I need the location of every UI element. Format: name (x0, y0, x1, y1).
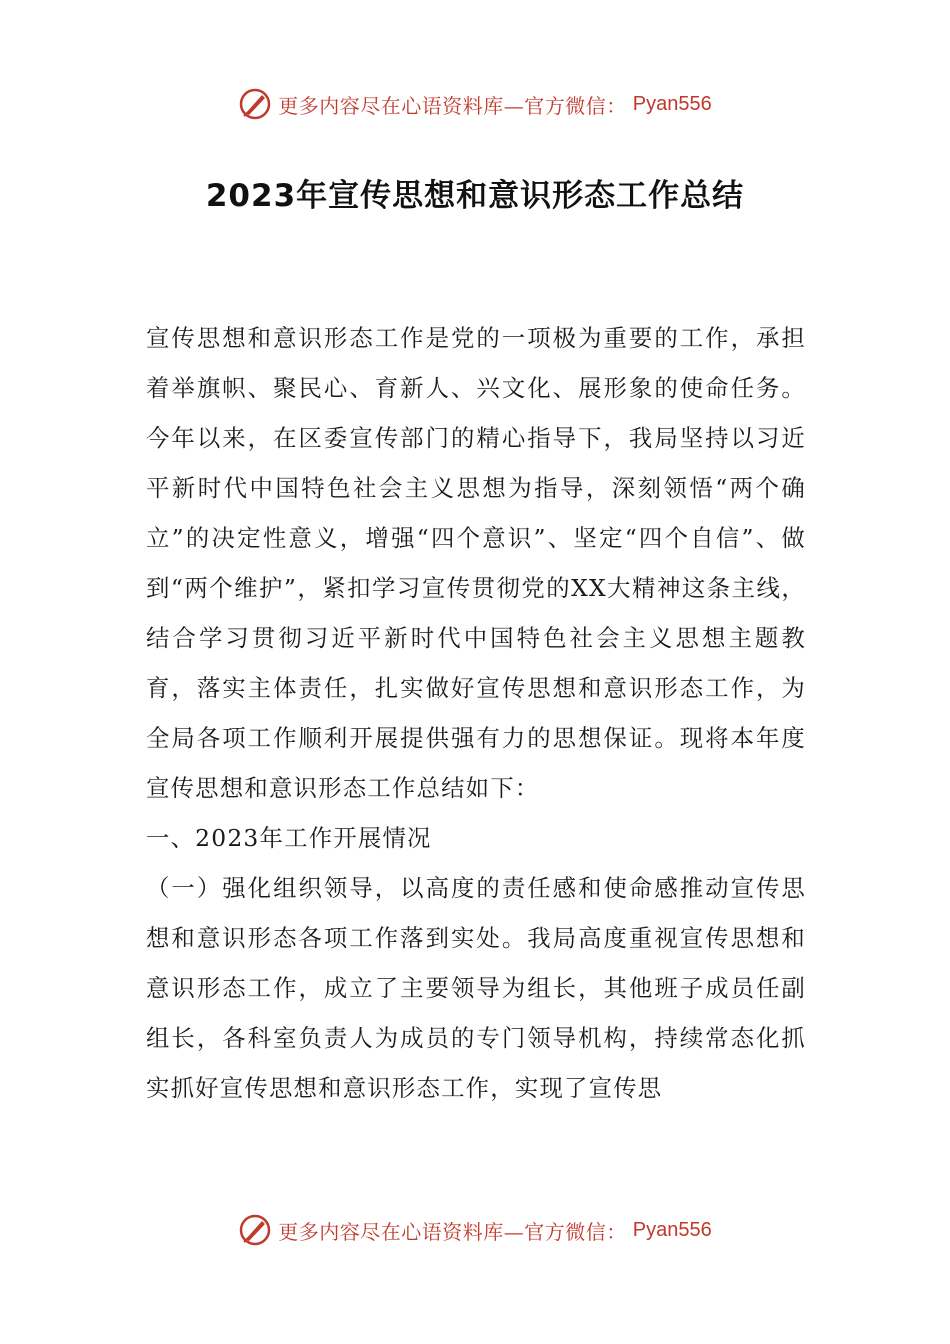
document-body (146, 313, 806, 1113)
watermark-text: 更多内容尽在心语资料库—官方微信： (278, 1219, 627, 1244)
watermark-text: 更多内容尽在心语资料库—官方微信： (278, 93, 627, 118)
quill-logo-icon (238, 1213, 272, 1247)
footer-watermark (0, 1210, 950, 1250)
section-heading: 一、2023年工作开展情况 (146, 824, 432, 852)
paragraph-section-1: （一）强化组织领导，以高度的责任感和使命感推动宣传思想和意识形态各项工作落到实处。我局高度重视宣传思想和意识形态工作，成立了主要领导为组长，其他班子成员任副组长，各科室负责人为成员的专门领导机构，持续常态化抓实抓好宣传思想和意识形态工作，实现了宣传思 (146, 874, 806, 1102)
document-title: 2023年宣传思想和意识形态工作总结 (205, 178, 745, 214)
paragraph-intro: 宣传思想和意识形态工作是党的一项极为重要的工作，承担着举旗帜、聚民心、育新人、兴文化、展形象的使命任务。今年以来，在区委宣传部门的精心指导下，我局坚持以习近平新时代中国特色社会主义思想为指导，深刻领悟“两个确立”的决定性意义，增强“四个意识”、坚定“四个自信”、做到“两个维护”，紧扣学习宣传贯彻党的XX大精神这条主线，结合学习贯彻习近平新时代中国特色社会主义思想主题教育，落实主体责任，扎实做好宣传思想和意识形态工作，为全局各项工作顺利开展提供强有力的思想保证。现将本年度宣传思想和意识形态工作总结如下： (146, 324, 806, 802)
watermark-wechat-id: Pyan556 (632, 1218, 712, 1241)
header-watermark (0, 84, 950, 124)
quill-logo-icon (238, 87, 272, 121)
watermark-wechat-id: Pyan556 (632, 92, 712, 115)
